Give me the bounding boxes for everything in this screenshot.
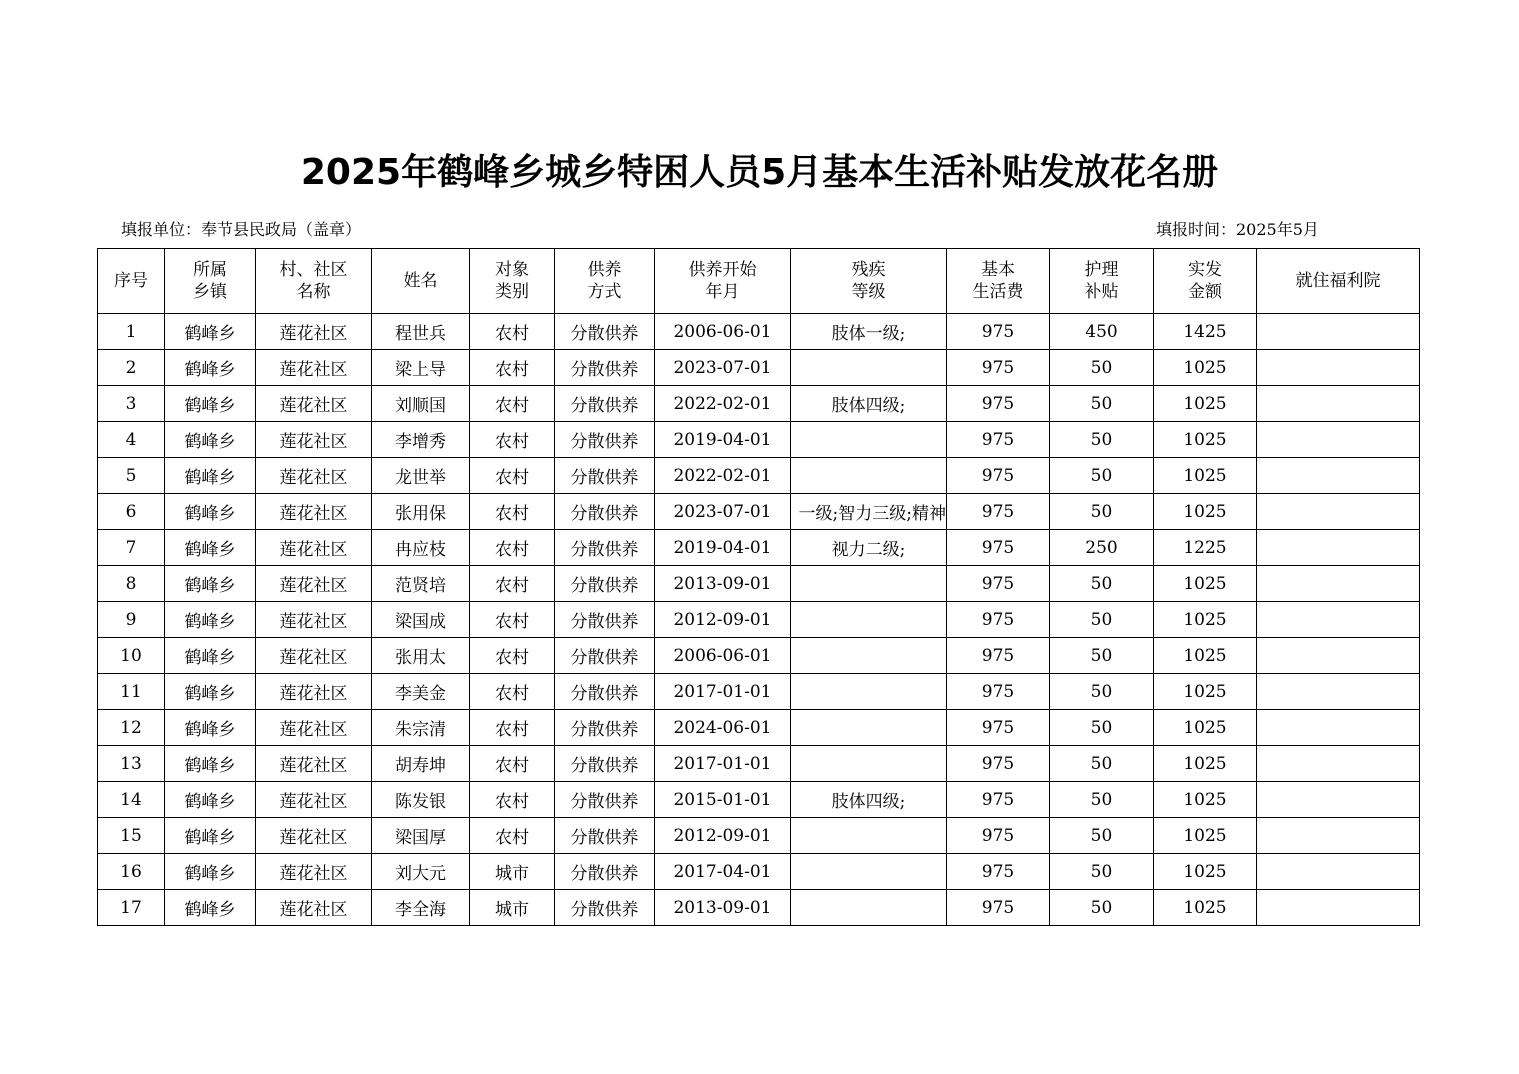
header-row (98, 249, 1420, 314)
cell-living-fee: 975 (947, 494, 1050, 530)
cell-welfare-home (1257, 674, 1420, 710)
cell-seq: 2 (98, 350, 165, 386)
cell-actual-amount: 1025 (1154, 710, 1257, 746)
cell-welfare-home (1257, 314, 1420, 350)
cell-care-subsidy: 50 (1050, 350, 1154, 386)
cell-disability: 肢体一级; (791, 314, 947, 350)
cell-living-fee: 975 (947, 314, 1050, 350)
header-town: 所属 乡镇 (165, 249, 256, 314)
cell-care-subsidy: 50 (1050, 566, 1154, 602)
cell-start-date: 2012-09-01 (655, 818, 791, 854)
table-row (98, 710, 1420, 746)
cell-actual-amount: 1025 (1154, 350, 1257, 386)
disability-text: 一级;智力三级;精神 (798, 504, 946, 524)
cell-category: 农村 (470, 386, 555, 422)
cell-living-fee: 975 (947, 710, 1050, 746)
cell-living-fee: 975 (947, 458, 1050, 494)
cell-actual-amount: 1025 (1154, 422, 1257, 458)
cell-care-subsidy: 450 (1050, 314, 1154, 350)
cell-seq: 6 (98, 494, 165, 530)
cell-town: 鹤峰乡 (165, 602, 256, 638)
cell-name: 梁上导 (372, 350, 470, 386)
cell-seq: 13 (98, 746, 165, 782)
header-seq: 序号 (98, 249, 165, 314)
cell-care-subsidy: 50 (1050, 710, 1154, 746)
cell-disability (791, 494, 947, 530)
cell-seq: 3 (98, 386, 165, 422)
cell-seq: 14 (98, 782, 165, 818)
cell-village: 莲花社区 (256, 602, 372, 638)
cell-welfare-home (1257, 386, 1420, 422)
cell-welfare-home (1257, 890, 1420, 926)
cell-category: 农村 (470, 422, 555, 458)
table-row (98, 674, 1420, 710)
table-row (98, 314, 1420, 350)
table-row (98, 890, 1420, 926)
cell-support-mode: 分散供养 (555, 422, 655, 458)
cell-care-subsidy: 50 (1050, 890, 1154, 926)
cell-welfare-home (1257, 782, 1420, 818)
cell-living-fee: 975 (947, 638, 1050, 674)
table-row (98, 782, 1420, 818)
cell-support-mode: 分散供养 (555, 314, 655, 350)
cell-village: 莲花社区 (256, 782, 372, 818)
cell-category: 农村 (470, 710, 555, 746)
cell-seq: 16 (98, 854, 165, 890)
cell-town: 鹤峰乡 (165, 746, 256, 782)
table-row (98, 458, 1420, 494)
cell-disability (791, 710, 947, 746)
roster-table (97, 248, 1420, 926)
table-row (98, 602, 1420, 638)
table-row (98, 746, 1420, 782)
header-living-fee: 基本 生活费 (947, 249, 1050, 314)
cell-support-mode: 分散供养 (555, 602, 655, 638)
cell-disability (791, 566, 947, 602)
cell-town: 鹤峰乡 (165, 890, 256, 926)
cell-seq: 7 (98, 530, 165, 566)
cell-living-fee: 975 (947, 818, 1050, 854)
cell-town: 鹤峰乡 (165, 566, 256, 602)
header-actual-amount: 实发 金额 (1154, 249, 1257, 314)
cell-category: 城市 (470, 890, 555, 926)
cell-town: 鹤峰乡 (165, 422, 256, 458)
cell-name: 程世兵 (372, 314, 470, 350)
cell-actual-amount: 1025 (1154, 890, 1257, 926)
cell-disability (791, 890, 947, 926)
cell-town: 鹤峰乡 (165, 818, 256, 854)
cell-care-subsidy: 50 (1050, 602, 1154, 638)
cell-seq: 11 (98, 674, 165, 710)
cell-town: 鹤峰乡 (165, 314, 256, 350)
cell-support-mode: 分散供养 (555, 674, 655, 710)
cell-start-date: 2019-04-01 (655, 422, 791, 458)
table-row (98, 530, 1420, 566)
cell-disability (791, 818, 947, 854)
cell-category: 农村 (470, 530, 555, 566)
cell-care-subsidy: 50 (1050, 422, 1154, 458)
cell-name: 范贤培 (372, 566, 470, 602)
cell-disability (791, 746, 947, 782)
cell-welfare-home (1257, 602, 1420, 638)
cell-disability: 肢体四级; (791, 782, 947, 818)
cell-living-fee: 975 (947, 854, 1050, 890)
cell-start-date: 2013-09-01 (655, 566, 791, 602)
cell-category: 农村 (470, 782, 555, 818)
cell-village: 莲花社区 (256, 638, 372, 674)
cell-support-mode: 分散供养 (555, 386, 655, 422)
cell-welfare-home (1257, 422, 1420, 458)
cell-category: 农村 (470, 818, 555, 854)
cell-support-mode: 分散供养 (555, 890, 655, 926)
cell-care-subsidy: 250 (1050, 530, 1154, 566)
cell-living-fee: 975 (947, 890, 1050, 926)
document-title: 2025年鹤峰乡城乡特困人员5月基本生活补贴发放花名册 (300, 152, 1219, 193)
cell-support-mode: 分散供养 (555, 638, 655, 674)
cell-care-subsidy: 50 (1050, 386, 1154, 422)
cell-town: 鹤峰乡 (165, 638, 256, 674)
cell-start-date: 2013-09-01 (655, 890, 791, 926)
cell-seq: 17 (98, 890, 165, 926)
cell-seq: 12 (98, 710, 165, 746)
cell-town: 鹤峰乡 (165, 674, 256, 710)
cell-name: 张用保 (372, 494, 470, 530)
cell-start-date: 2017-04-01 (655, 854, 791, 890)
header-start-date: 供养开始 年月 (655, 249, 791, 314)
cell-welfare-home (1257, 530, 1420, 566)
cell-category: 农村 (470, 314, 555, 350)
table-row (98, 422, 1420, 458)
cell-living-fee: 975 (947, 422, 1050, 458)
cell-living-fee: 975 (947, 746, 1050, 782)
cell-support-mode: 分散供养 (555, 746, 655, 782)
cell-welfare-home (1257, 746, 1420, 782)
cell-actual-amount: 1025 (1154, 782, 1257, 818)
cell-actual-amount: 1025 (1154, 818, 1257, 854)
table-row (98, 638, 1420, 674)
cell-seq: 9 (98, 602, 165, 638)
cell-living-fee: 975 (947, 782, 1050, 818)
cell-care-subsidy: 50 (1050, 854, 1154, 890)
cell-disability (791, 674, 947, 710)
cell-welfare-home (1257, 458, 1420, 494)
table-row (98, 494, 1420, 530)
cell-living-fee: 975 (947, 674, 1050, 710)
cell-start-date: 2017-01-01 (655, 746, 791, 782)
cell-actual-amount: 1025 (1154, 674, 1257, 710)
cell-support-mode: 分散供养 (555, 350, 655, 386)
cell-welfare-home (1257, 638, 1420, 674)
header-welfare-home: 就住福利院 (1257, 249, 1420, 314)
cell-disability (791, 602, 947, 638)
cell-category: 农村 (470, 746, 555, 782)
cell-start-date: 2023-07-01 (655, 494, 791, 530)
cell-name: 冉应枝 (372, 530, 470, 566)
cell-support-mode: 分散供养 (555, 458, 655, 494)
header-village: 村、社区 名称 (256, 249, 372, 314)
table-row (98, 350, 1420, 386)
cell-support-mode: 分散供养 (555, 566, 655, 602)
cell-support-mode: 分散供养 (555, 782, 655, 818)
cell-disability (791, 350, 947, 386)
cell-category: 农村 (470, 458, 555, 494)
cell-seq: 5 (98, 458, 165, 494)
cell-village: 莲花社区 (256, 350, 372, 386)
cell-name: 李美金 (372, 674, 470, 710)
cell-category: 农村 (470, 674, 555, 710)
cell-actual-amount: 1025 (1154, 566, 1257, 602)
cell-actual-amount: 1025 (1154, 746, 1257, 782)
cell-town: 鹤峰乡 (165, 494, 256, 530)
cell-name: 梁国厚 (372, 818, 470, 854)
roster-body (98, 314, 1420, 926)
cell-disability (791, 638, 947, 674)
cell-name: 龙世举 (372, 458, 470, 494)
header-name: 姓名 (372, 249, 470, 314)
cell-support-mode: 分散供养 (555, 530, 655, 566)
cell-town: 鹤峰乡 (165, 530, 256, 566)
cell-welfare-home (1257, 566, 1420, 602)
cell-welfare-home (1257, 494, 1420, 530)
cell-care-subsidy: 50 (1050, 638, 1154, 674)
header-care-subsidy: 护理 补贴 (1050, 249, 1154, 314)
cell-town: 鹤峰乡 (165, 350, 256, 386)
cell-start-date: 2019-04-01 (655, 530, 791, 566)
cell-village: 莲花社区 (256, 530, 372, 566)
cell-start-date: 2006-06-01 (655, 314, 791, 350)
cell-village: 莲花社区 (256, 854, 372, 890)
cell-name: 李增秀 (372, 422, 470, 458)
cell-village: 莲花社区 (256, 458, 372, 494)
cell-name: 刘大元 (372, 854, 470, 890)
cell-living-fee: 975 (947, 350, 1050, 386)
cell-actual-amount: 1025 (1154, 458, 1257, 494)
cell-village: 莲花社区 (256, 890, 372, 926)
cell-category: 农村 (470, 494, 555, 530)
cell-name: 刘顺国 (372, 386, 470, 422)
cell-village: 莲花社区 (256, 818, 372, 854)
cell-living-fee: 975 (947, 566, 1050, 602)
header-disability: 残疾 等级 (791, 249, 947, 314)
cell-village: 莲花社区 (256, 386, 372, 422)
cell-category: 农村 (470, 350, 555, 386)
cell-actual-amount: 1025 (1154, 854, 1257, 890)
cell-care-subsidy: 50 (1050, 674, 1154, 710)
cell-living-fee: 975 (947, 602, 1050, 638)
cell-start-date: 2023-07-01 (655, 350, 791, 386)
cell-start-date: 2006-06-01 (655, 638, 791, 674)
cell-welfare-home (1257, 818, 1420, 854)
cell-village: 莲花社区 (256, 746, 372, 782)
cell-welfare-home (1257, 854, 1420, 890)
cell-actual-amount: 1025 (1154, 494, 1257, 530)
cell-seq: 4 (98, 422, 165, 458)
cell-actual-amount: 1025 (1154, 638, 1257, 674)
cell-actual-amount: 1025 (1154, 602, 1257, 638)
cell-living-fee: 975 (947, 386, 1050, 422)
cell-disability: 肢体四级; (791, 386, 947, 422)
header-support-mode: 供养 方式 (555, 249, 655, 314)
cell-town: 鹤峰乡 (165, 782, 256, 818)
cell-start-date: 2022-02-01 (655, 386, 791, 422)
cell-town: 鹤峰乡 (165, 710, 256, 746)
cell-start-date: 2024-06-01 (655, 710, 791, 746)
cell-welfare-home (1257, 350, 1420, 386)
cell-town: 鹤峰乡 (165, 386, 256, 422)
table-row (98, 818, 1420, 854)
cell-name: 胡寿坤 (372, 746, 470, 782)
cell-seq: 15 (98, 818, 165, 854)
cell-support-mode: 分散供养 (555, 854, 655, 890)
cell-care-subsidy: 50 (1050, 782, 1154, 818)
cell-village: 莲花社区 (256, 314, 372, 350)
reporting-unit: 填报单位：奉节县民政局（盖章） (121, 220, 362, 239)
cell-village: 莲花社区 (256, 494, 372, 530)
cell-support-mode: 分散供养 (555, 710, 655, 746)
cell-seq: 10 (98, 638, 165, 674)
cell-disability: 视力二级; (791, 530, 947, 566)
cell-support-mode: 分散供养 (555, 494, 655, 530)
cell-town: 鹤峰乡 (165, 854, 256, 890)
cell-support-mode: 分散供养 (555, 818, 655, 854)
cell-disability (791, 422, 947, 458)
cell-actual-amount: 1225 (1154, 530, 1257, 566)
cell-disability (791, 458, 947, 494)
cell-care-subsidy: 50 (1050, 494, 1154, 530)
cell-start-date: 2022-02-01 (655, 458, 791, 494)
cell-name: 李全海 (372, 890, 470, 926)
cell-seq: 8 (98, 566, 165, 602)
table-row (98, 386, 1420, 422)
cell-category: 农村 (470, 638, 555, 674)
cell-care-subsidy: 50 (1050, 458, 1154, 494)
cell-village: 莲花社区 (256, 566, 372, 602)
cell-care-subsidy: 50 (1050, 746, 1154, 782)
cell-welfare-home (1257, 710, 1420, 746)
cell-start-date: 2012-09-01 (655, 602, 791, 638)
reporting-time: 填报时间：2025年5月 (1156, 220, 1319, 239)
cell-seq: 1 (98, 314, 165, 350)
cell-name: 梁国成 (372, 602, 470, 638)
cell-care-subsidy: 50 (1050, 818, 1154, 854)
cell-village: 莲花社区 (256, 422, 372, 458)
cell-actual-amount: 1025 (1154, 386, 1257, 422)
cell-village: 莲花社区 (256, 674, 372, 710)
cell-village: 莲花社区 (256, 710, 372, 746)
header-category: 对象 类别 (470, 249, 555, 314)
cell-living-fee: 975 (947, 530, 1050, 566)
cell-name: 陈发银 (372, 782, 470, 818)
cell-actual-amount: 1425 (1154, 314, 1257, 350)
cell-name: 张用太 (372, 638, 470, 674)
cell-category: 农村 (470, 566, 555, 602)
table-row (98, 854, 1420, 890)
cell-start-date: 2017-01-01 (655, 674, 791, 710)
cell-start-date: 2015-01-01 (655, 782, 791, 818)
cell-category: 城市 (470, 854, 555, 890)
cell-disability (791, 854, 947, 890)
table-row (98, 566, 1420, 602)
cell-category: 农村 (470, 602, 555, 638)
cell-name: 朱宗清 (372, 710, 470, 746)
cell-town: 鹤峰乡 (165, 458, 256, 494)
